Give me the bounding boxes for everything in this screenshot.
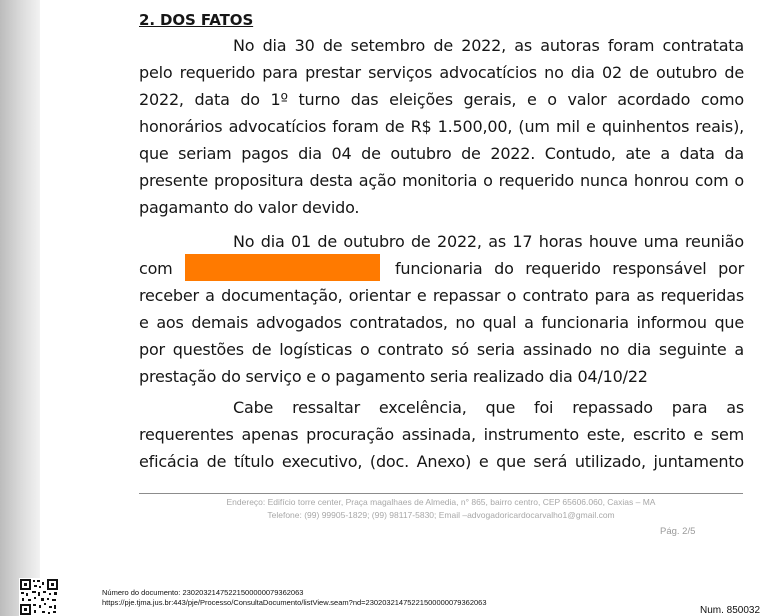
- body-line-11: e aos demais advogados contratados, no qual a funcionaria informou que: [139, 313, 744, 332]
- body-line-6: presente propositura desta ação monitoria o requerido nunca honrou com o: [139, 171, 744, 190]
- document-number: Número do documento: 23020321475221500000079362063: [102, 588, 304, 597]
- body-line-1: No dia 30 de setembro de 2022, as autoras foram contratata: [233, 36, 744, 55]
- document-num-label: Num. 850032: [700, 605, 761, 616]
- body-line-10: receber a documentação, orientar e repassar o contrato para as requeridas: [139, 286, 744, 305]
- footer-address: Endereço: Edifício torre center, Praça magalhaes de Almedia, n° 865, bairro centro, CEP 65606.060, Caxias – MA: [226, 497, 656, 507]
- body-line-12: por questões de logísticas o contrato só seria assinado no dia seguinte a: [139, 340, 744, 359]
- footer-divider: [139, 493, 743, 494]
- qr-code-icon: [19, 578, 59, 616]
- document-page: [40, 0, 771, 616]
- body-line-16: eficácia de título executivo, (doc. Anexo) e que será utilizado, juntamento: [139, 452, 744, 471]
- body-line-7: pagamanto do valor devido.: [139, 198, 360, 217]
- section-heading: 2. DOS FATOS: [139, 11, 254, 29]
- body-line-5: que seriam pagos dia 04 de outubro de 2022. Contudo, ate a data da: [139, 144, 744, 163]
- body-line-4: honorários advocatícios foram de R$ 1.500,00, (um mil e quinhentos reais),: [139, 117, 744, 136]
- page-number: Pág. 2/5: [660, 526, 696, 537]
- body-line-8: No dia 01 de outubro de 2022, as 17 horas houve uma reunião: [233, 232, 744, 251]
- body-line-9: funcionaria do requerido responsável por: [395, 259, 744, 278]
- body-line-9-prefix: com: [139, 259, 173, 278]
- body-line-3: 2022, data do 1º turno das eleições gerais, e o valor acordado como: [139, 90, 744, 109]
- body-line-14: Cabe ressaltar excelência, que foi repassado para as: [233, 398, 744, 417]
- body-line-13: prestação do serviço e o pagamento seria realizado dia 04/10/22: [139, 367, 648, 386]
- body-line-2: pelo requerido para prestar serviços advocatícios no dia 02 de outubro de: [139, 63, 744, 82]
- document-url[interactable]: https://pje.tjma.jus.br:443/pje/Processo/ConsultaDocumento/listView.seam?nd=23020321475221500000079362063: [102, 598, 487, 607]
- body-line-15: requerentes apenas procuração assinada, instrumento este, escrito e sem: [139, 425, 744, 444]
- footer-contact: Telefone: (99) 99905-1829; (99) 98117-5830; Email –advogadoricardocarvalho1@gmail.com: [267, 510, 615, 520]
- viewer-left-margin: [0, 0, 40, 616]
- redaction-box: [185, 254, 380, 281]
